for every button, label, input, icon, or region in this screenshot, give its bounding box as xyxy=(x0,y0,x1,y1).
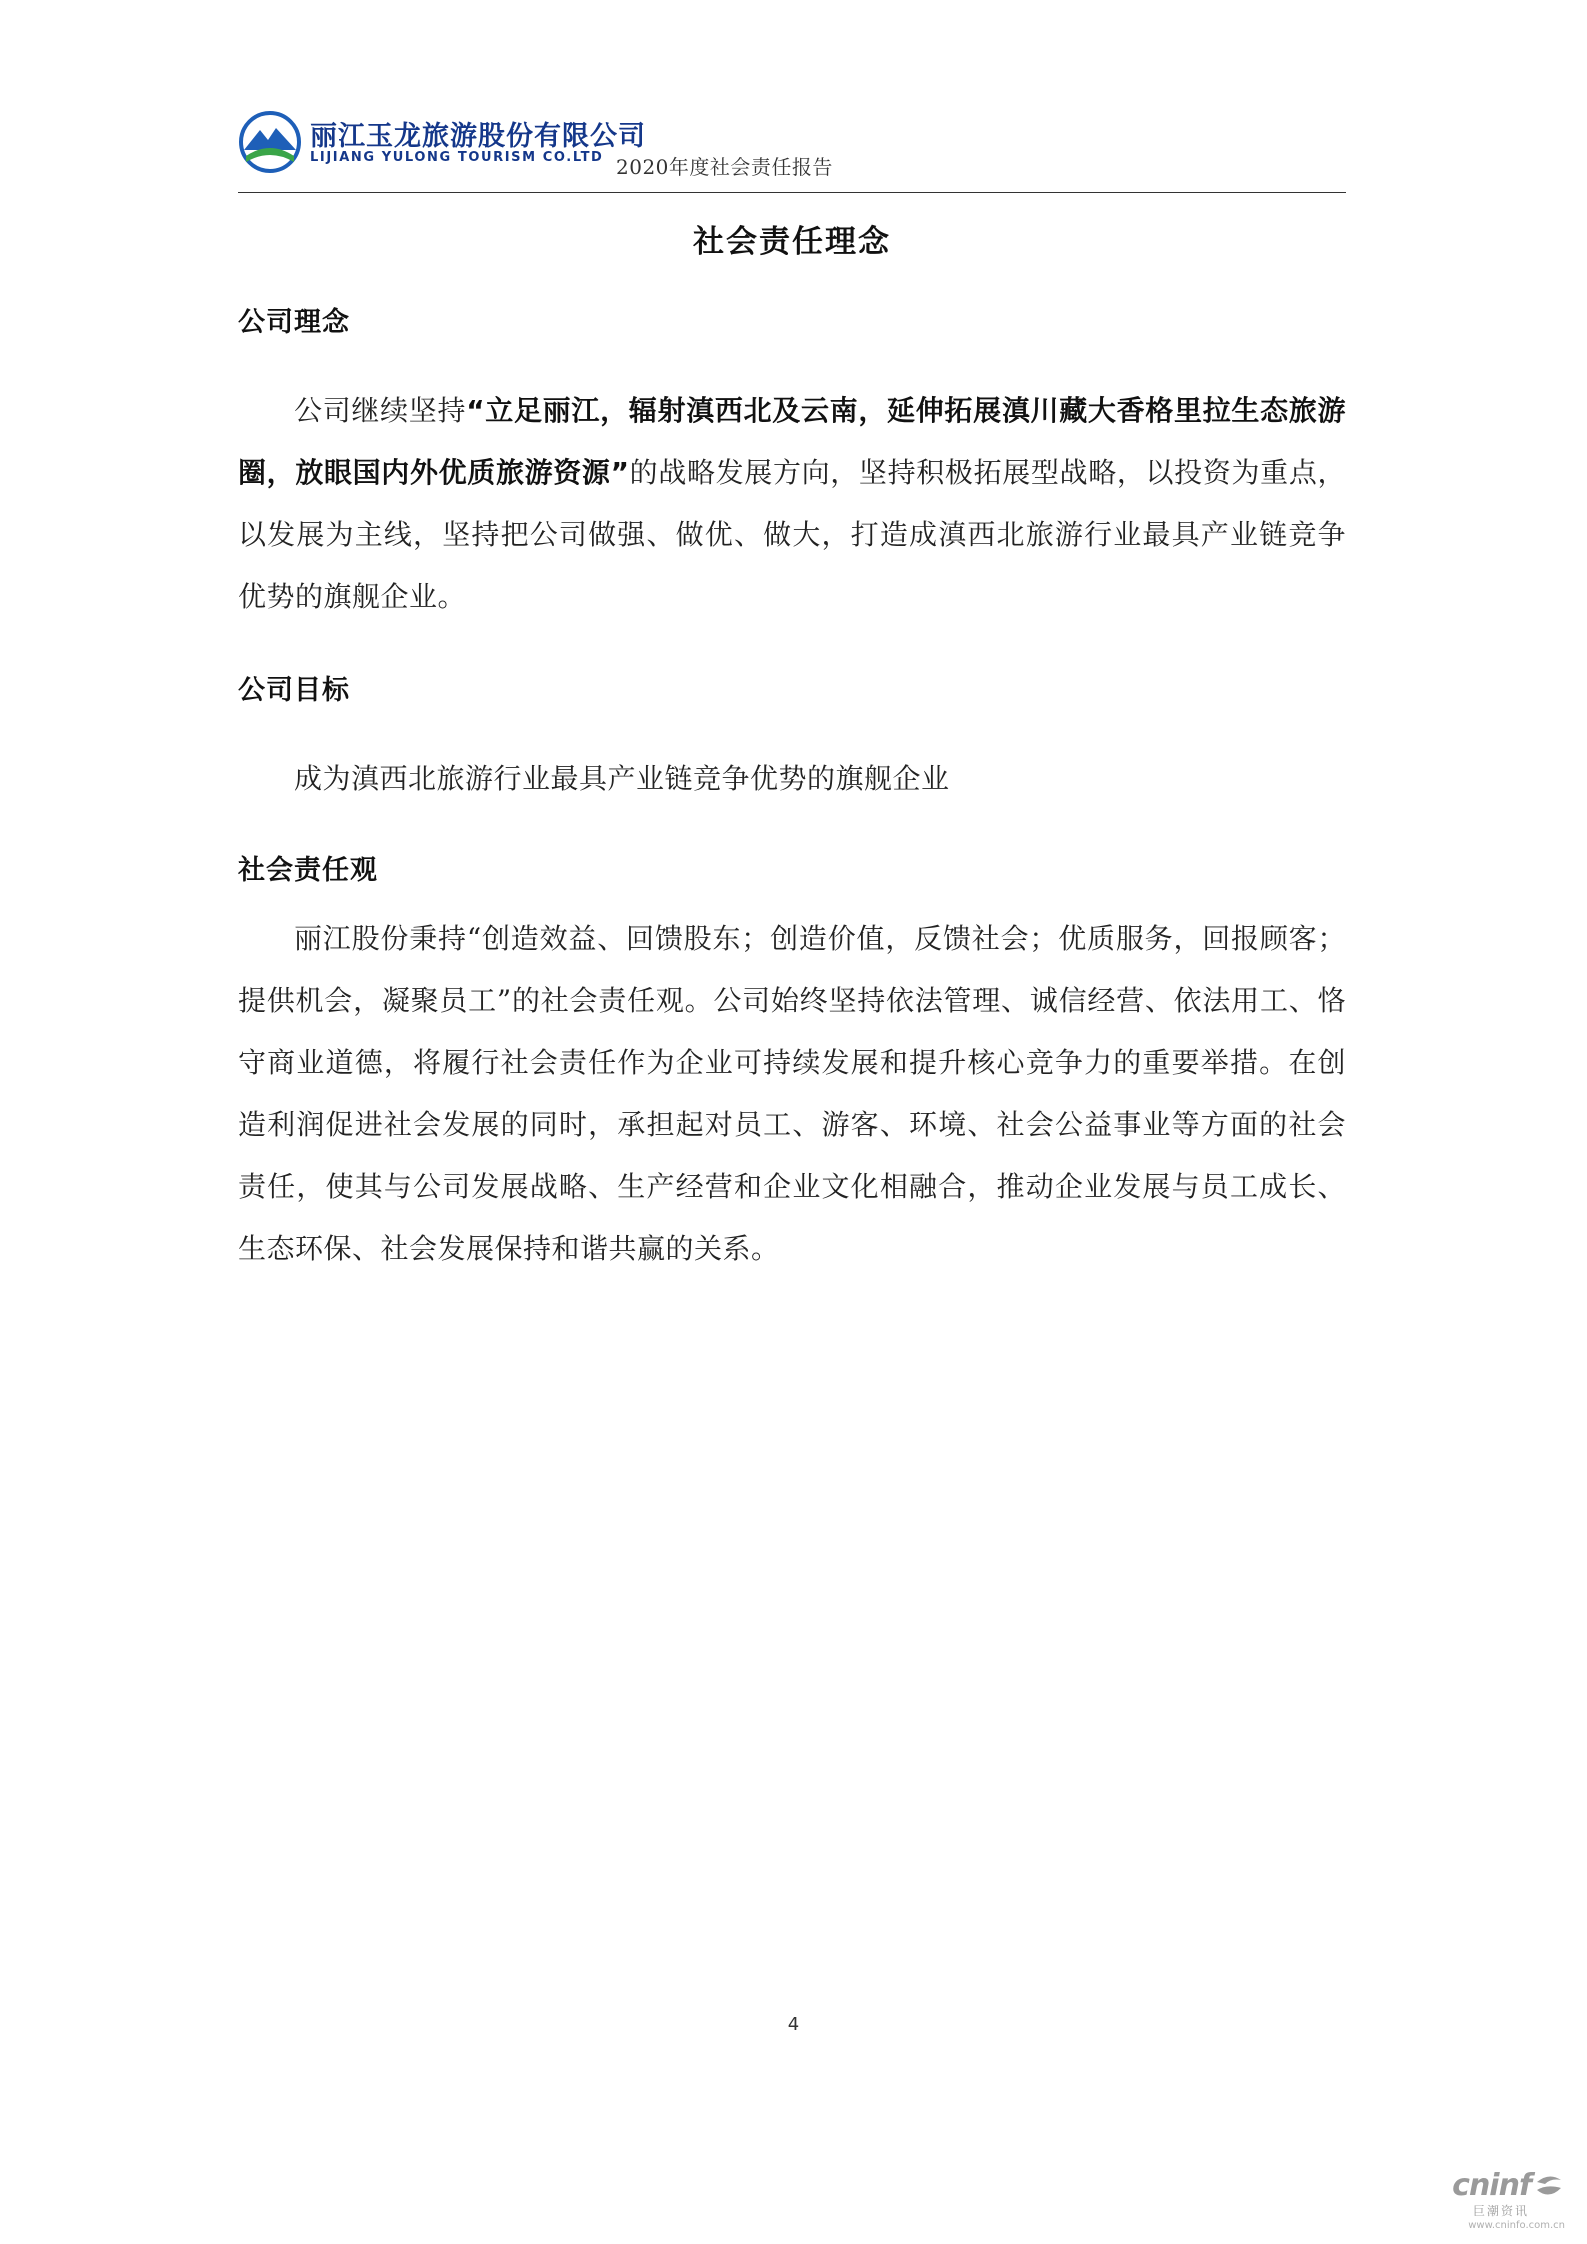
cninfo-swirl-icon xyxy=(1533,2170,1565,2202)
page-number: 4 xyxy=(787,2014,800,2035)
company-logo-icon xyxy=(238,110,302,174)
page-title: 社会责任理念 xyxy=(693,224,891,260)
paragraph-text-emphasis: “立足丽江，辐射滇西北及云南，延伸拓展滇川藏大香格里拉生态旅游圈，放眼国内外优质旅游资源” xyxy=(238,394,1346,489)
paragraph-text-tail: 的战略发展方向，坚持积极拓展型战略，以投资为重点，以发展为主线，坚持把公司做强、做优、做大，打造成滇西北旅游行业最具产业链竞争优势的旗舰企业。 xyxy=(238,456,1346,613)
section-heading-company-philosophy: 公司理念 xyxy=(238,307,350,338)
company-name-en: LIJIANG YULONG TOURISM CO.LTD xyxy=(310,150,604,165)
company-name-cn: 丽江玉龙旅游股份有限公司 xyxy=(310,121,646,152)
section-heading-company-goal: 公司目标 xyxy=(238,675,350,706)
page-header xyxy=(238,100,1346,196)
report-label: 2020年度社会责任报告 xyxy=(616,155,833,179)
section-paragraph-social-responsibility: 丽江股份秉持“创造效益、回馈股东；创造价值，反馈社会；优质服务，回报顾客；提供机会，凝聚员工”的社会责任观。公司始终坚持依法管理、诚信经营、依法用工、恪守商业道德，将履行社会责任作为企业可持续发展和提升核心竞争力的重要举措。在创造利润促进社会发展的同时，承担起对员工、游客、环境、社会公益事业等方面的社会责任，使其与公司发展战略、生产经营和企业文化相融合，推动企业发展与员工成长、生态环保、社会发展保持和谐共赢的关系。 xyxy=(238,922,1346,1265)
section-paragraph-company-goal: 成为滇西北旅游行业最具产业链竞争优势的旗舰企业 xyxy=(294,762,950,795)
watermark-url: www.cninfo.com.cn xyxy=(1468,2220,1565,2231)
cninfo-watermark xyxy=(1425,2168,1565,2231)
section-paragraph-company-philosophy xyxy=(238,380,1346,628)
header-divider xyxy=(238,192,1346,193)
paragraph-text-lead: 公司继续坚持 xyxy=(294,394,467,427)
watermark-brand-cn: 巨潮资讯 xyxy=(1472,2204,1529,2218)
watermark-brand: cninf xyxy=(1452,2168,1531,2203)
section-heading-social-responsibility: 社会责任观 xyxy=(238,855,378,886)
